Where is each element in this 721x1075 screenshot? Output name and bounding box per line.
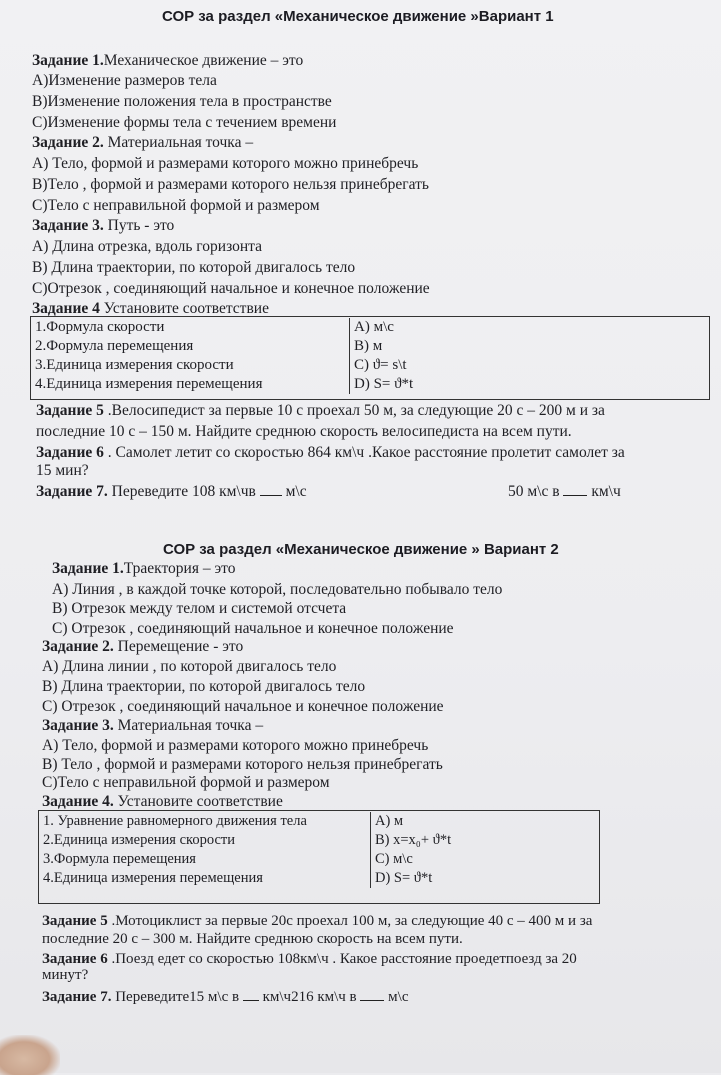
v2-q4-text: Установите соответствие xyxy=(113,793,283,810)
variant2-title: СОР за раздел «Механическое движение » Вариант 2 xyxy=(163,541,559,558)
v2-match-left-2: 2.Единица измерения скорости xyxy=(39,831,371,850)
v2-q2-label: Задание 2. xyxy=(42,638,114,655)
v1-q3-option-b: В) Длина траектории, по которой двигалось тело xyxy=(32,259,356,276)
v2-q3-option-a: А) Тело, формой и размерами которого можно принебречь xyxy=(42,737,429,754)
v2-q5-text2: последние 20 с – 300 м. Найдите среднюю скорость на всем пути. xyxy=(42,931,463,947)
v1-q4-text: Установите соответствие xyxy=(99,300,269,317)
table-row xyxy=(39,850,598,869)
v2-q6-text2: минут? xyxy=(42,967,89,983)
v2-q1-question xyxy=(52,560,235,578)
v2-q1-label: Задание 1. xyxy=(52,560,124,577)
v2-q1-text: Траектория – это xyxy=(123,560,236,577)
v2-q7-unit: м\с xyxy=(388,989,409,1005)
table-row xyxy=(31,337,708,356)
v1-q5-text2: последние 10 с – 150 м. Найдите среднюю скорость велосипедиста на всем пути. xyxy=(36,423,572,440)
v2-q4-label: Задание 4. xyxy=(42,793,114,810)
v1-q1-option-b: В)Изменение положения тела в пространстве xyxy=(32,93,332,110)
v1-q2-option-b: В)Тело , формой и размерами которого нельзя принебрегать xyxy=(32,176,429,193)
v2-match-right-2: В) x=x₀+ ϑ*t xyxy=(375,832,452,848)
v2-matching-table xyxy=(39,812,598,888)
v1-match-left-1: 1.Формула скорости xyxy=(31,318,350,337)
v1-q7-unit1: м\с xyxy=(285,483,307,500)
v1-q7-text: Переведите 108 км\чв xyxy=(107,483,256,500)
v1-q3-text: Путь - это xyxy=(103,217,175,234)
v1-q6-label: Задание 6 xyxy=(36,444,104,461)
v2-q3-question xyxy=(42,717,263,735)
v1-q4-label: Задание 4 xyxy=(32,300,100,317)
v2-q2-text: Перемещение - это xyxy=(113,638,244,655)
v2-q7-mid: км\ч216 км\ч в xyxy=(262,989,357,1005)
v1-q2-question xyxy=(32,134,253,152)
v2-match-left-1: 1. Уравнение равномерного движения тела xyxy=(39,812,371,831)
v1-q6-text1: . Самолет летит со скоростью 864 км\ч .Какое расстояние пролетит самолет за xyxy=(103,444,625,461)
v2-q6-question xyxy=(42,950,577,968)
table-row xyxy=(39,831,598,850)
v1-q1-text: Механическое движение – это xyxy=(103,52,304,69)
v2-match-right-1: А) м xyxy=(375,813,404,829)
v2-q1-option-b: В) Отрезок между телом и системой отсчета xyxy=(52,600,347,617)
v2-q2-question xyxy=(42,638,243,656)
v2-q3-label: Задание 3. xyxy=(42,717,114,734)
v1-q3-question xyxy=(32,217,174,235)
v1-q1-label: Задание 1. xyxy=(32,52,104,69)
v2-q5-label: Задание 5 xyxy=(42,913,108,929)
v1-q2-label: Задание 2. xyxy=(32,134,104,151)
v2-q2-option-a: А) Длина линии , по которой двигалось тело xyxy=(42,658,337,675)
v2-q7-text: Переведите15 м\с в xyxy=(111,989,240,1005)
v2-q2-option-c: С) Отрезок , соединяющий начальное и конечное положение xyxy=(42,698,444,715)
v1-match-left-2: 2.Формула перемещения xyxy=(31,337,350,356)
v2-match-right-4: D) S= ϑ*t xyxy=(375,870,433,886)
v2-q2-option-b: В) Длина траектории, по которой двигалось тело xyxy=(42,678,366,695)
v2-q1-option-a: А) Линия , в каждой точке которой, последовательно побывало тело xyxy=(52,581,503,598)
v1-q7-text-b: 50 м\с в xyxy=(508,483,560,500)
v2-q5-text1: .Мотоциклист за первые 20с проехал 100 м, за следующие 40 с – 400 м и за xyxy=(107,913,593,929)
v1-q6-question xyxy=(36,444,625,462)
v1-match-left-3: 3.Единица измерения скорости xyxy=(31,356,350,375)
v1-q7-blank-2 xyxy=(563,495,587,496)
v1-q7-blank-1 xyxy=(260,495,282,496)
finger-shadow xyxy=(0,1035,60,1075)
v1-match-right-3: С) ϑ= s\t xyxy=(354,357,407,373)
v1-q5-text1: .Велосипедист за первые 10 с проехал 50 м, за следующие 20 с – 200 м и за xyxy=(103,402,605,419)
v2-q7-blank-1 xyxy=(243,1000,259,1001)
v1-q7-label: Задание 7. xyxy=(36,483,108,500)
v2-match-right-3: С) м\с xyxy=(375,851,413,867)
v2-q3-option-c: С)Тело с неправильной формой и размером xyxy=(42,774,330,791)
v2-q3-text: Материальная точка – xyxy=(113,717,264,734)
v2-q4-question xyxy=(42,793,283,811)
v1-q2-option-a: А) Тело, формой и размерами которого можно принебречь xyxy=(32,155,419,172)
table-row xyxy=(39,812,598,831)
table-row xyxy=(31,356,708,375)
v1-q3-label: Задание 3. xyxy=(32,217,104,234)
v1-q7-part-b xyxy=(508,483,621,501)
v1-matching-table xyxy=(31,318,708,394)
v1-match-right-2: В) м xyxy=(354,338,383,354)
v1-q3-option-c: С)Отрезок , соединяющий начальное и конечное положение xyxy=(32,280,430,297)
v1-q7-unit2: км\ч xyxy=(591,483,621,500)
v2-match-left-4: 4.Единица измерения перемещения xyxy=(39,869,371,888)
v1-q1-option-a: А)Изменение размеров тела xyxy=(32,72,217,89)
v2-q6-text1: .Поезд едет со скоростью 108км\ч . Какое расстояние проедетпоезд за 20 xyxy=(107,951,577,967)
v2-q6-label: Задание 6 xyxy=(42,951,108,967)
v1-match-left-4: 4.Единица измерения перемещения xyxy=(31,375,350,394)
v2-q7-question xyxy=(42,988,408,1006)
variant1-title: СОР за раздел «Механическое движение »Вариант 1 xyxy=(162,8,554,25)
v1-match-right-4: D) S= ϑ*t xyxy=(354,376,414,392)
v2-match-left-3: 3.Формула перемещения xyxy=(39,850,371,869)
v1-q3-option-a: А) Длина отрезка, вдоль горизонта xyxy=(32,238,262,255)
v1-q1-option-c: С)Изменение формы тела с течением времени xyxy=(32,114,337,131)
v2-q7-label: Задание 7. xyxy=(42,989,112,1005)
table-row xyxy=(39,869,598,888)
table-row xyxy=(31,318,708,337)
v2-q1-option-c: С) Отрезок , соединяющий начальное и конечное положение xyxy=(52,620,454,637)
v1-q2-text: Материальная точка – xyxy=(103,134,254,151)
v1-q5-label: Задание 5 xyxy=(36,402,104,419)
v1-q1-question xyxy=(32,52,303,70)
table-row xyxy=(31,375,708,394)
v1-match-right-1: А) м\с xyxy=(354,319,394,335)
v1-q7-question xyxy=(36,483,307,501)
v1-q6-text2: 15 мин? xyxy=(36,462,89,479)
v1-q5-question xyxy=(36,402,605,420)
v1-q2-option-c: С)Тело с неправильной формой и размером xyxy=(32,197,320,214)
v2-q7-blank-2 xyxy=(360,1000,384,1001)
v2-q5-question xyxy=(42,912,592,930)
v2-q3-option-b: В) Тело , формой и размерами которого нельзя принебрегать xyxy=(42,756,443,773)
